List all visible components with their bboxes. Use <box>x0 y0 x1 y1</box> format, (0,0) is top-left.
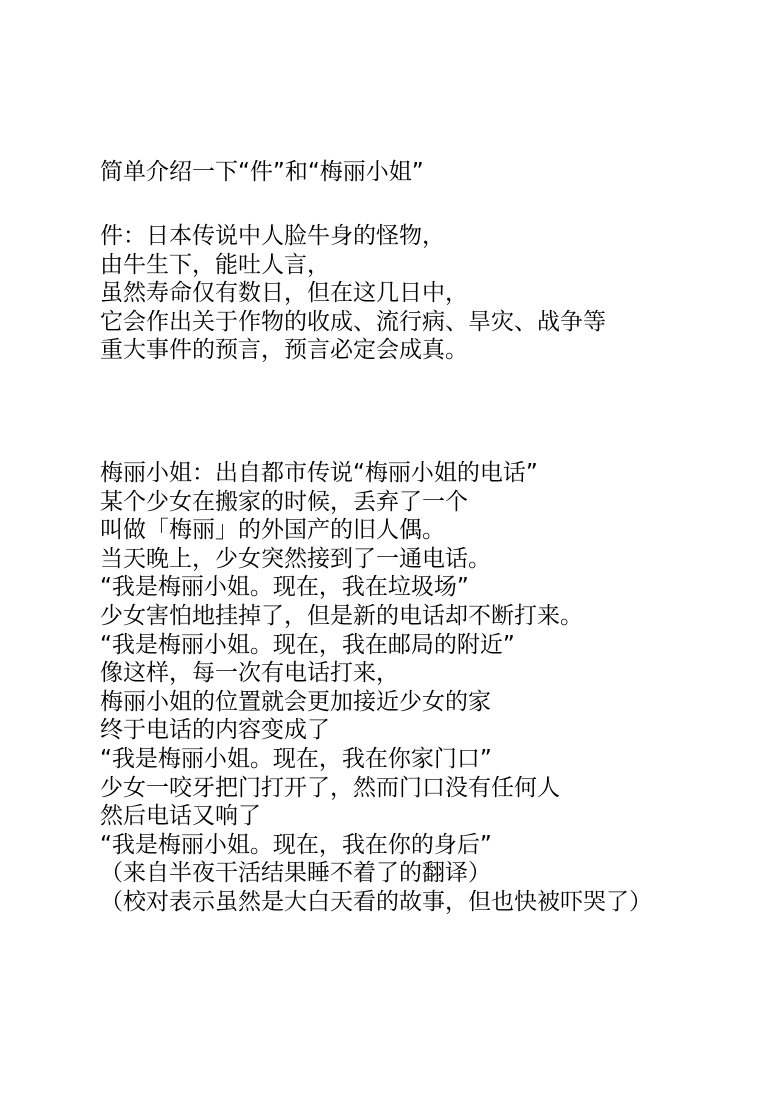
text-line: 由牛生下，能吐人言， <box>100 251 330 278</box>
text-line: 某个少女在搬家的时候，丢弃了一个 <box>100 488 468 515</box>
text-line: 终于电话的内容变成了 <box>100 717 330 744</box>
text-line: 梅丽小姐的位置就会更加接近少女的家 <box>100 688 491 715</box>
text-line: “我是梅丽小姐。现在，我在邮局的附近” <box>100 631 515 658</box>
text-line: （校对表示虽然是大白天看的故事，但也快被吓哭了） <box>100 888 652 915</box>
page-title: 简单介绍一下“件”和“梅丽小姐” <box>100 159 424 185</box>
text-line: 件：日本传说中人脸牛身的怪物， <box>100 223 445 249</box>
text-line: 虽然寿命仅有数日，但在这几日中， <box>100 280 468 307</box>
text-line: “我是梅丽小姐。现在，我在你的身后” <box>100 831 492 858</box>
text-line: 叫做「梅丽」的外国产的旧人偶。 <box>100 517 445 544</box>
text-line: “我是梅丽小姐。现在，我在你家门口” <box>100 745 492 772</box>
text-line: 当天晚上，少女突然接到了一通电话。 <box>100 545 491 572</box>
text-line: 重大事件的预言，预言必定会成真。 <box>100 337 468 364</box>
text-line: 它会作出关于作物的收成、流行病、旱灾、战争等 <box>100 308 606 335</box>
text-line: 少女一咬牙把门打开了，然而门口没有任何人 <box>100 774 560 801</box>
jian-section <box>100 222 606 365</box>
text-line: 少女害怕地挂掉了，但是新的电话却不断打来。 <box>100 602 583 629</box>
text-line: 梅丽小姐：出自都市传说“梅丽小姐的电话” <box>100 460 538 486</box>
text-line: （来自半夜干活结果睡不着了的翻译） <box>100 860 491 887</box>
text-line: 然后电话又响了 <box>100 803 261 830</box>
mary-section <box>100 459 652 917</box>
text-line: “我是梅丽小姐。现在，我在垃圾场” <box>100 574 469 601</box>
text-line: 像这样，每一次有电话打来， <box>100 660 399 687</box>
